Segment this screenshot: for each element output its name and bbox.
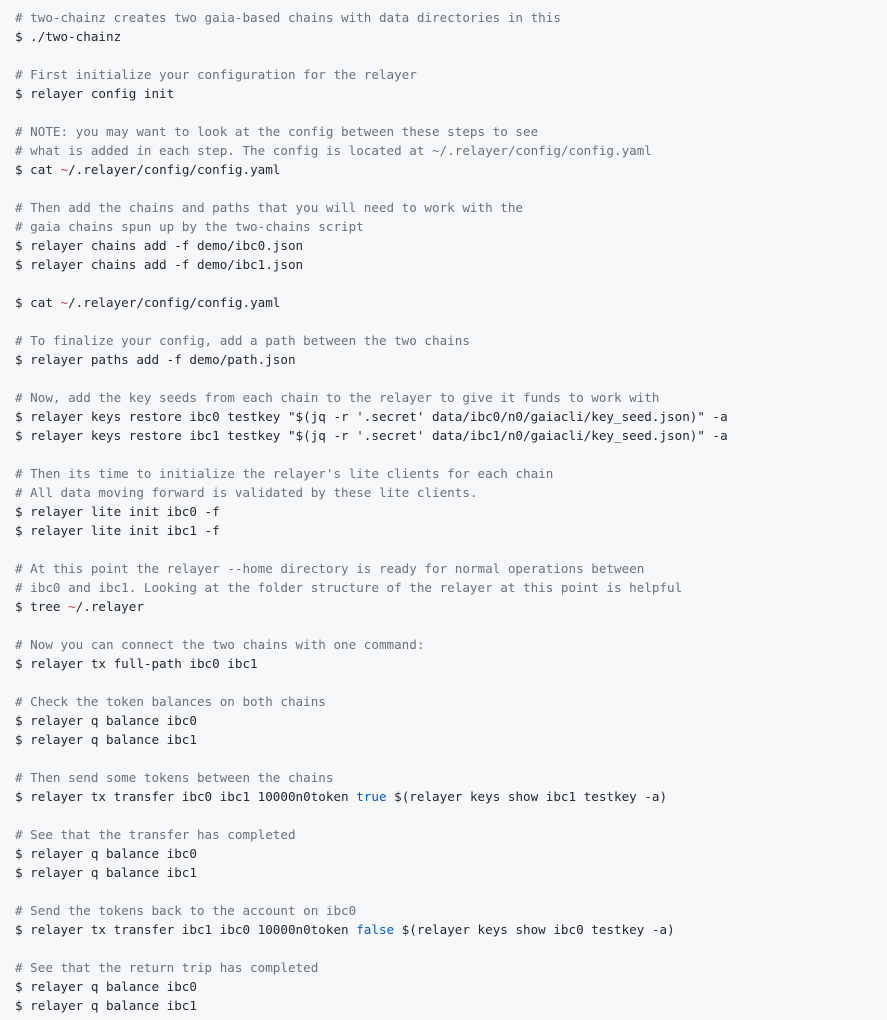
code-comment-line [15,483,887,502]
code-command-line [15,407,887,426]
command-text: $ relayer q balance ibc0 [15,846,197,861]
comment-text: # First initialize your configuration for the relayer [15,67,417,82]
command-text: $ relayer config init [15,86,175,101]
command-text: /.relayer/config/config.yaml [68,295,281,310]
code-comment-line [15,388,887,407]
home-tilde: ~ [60,295,69,310]
command-text: $ relayer keys restore ibc1 testkey "$(jq -r '.secret' data/ibc1/n0/gaiacli/key_seed.json)" -a [15,428,728,443]
home-tilde: ~ [60,162,69,177]
home-tilde: ~ [68,599,76,614]
code-blank-line [15,673,887,692]
code-comment-line [15,198,887,217]
command-text: $ relayer tx transfer ibc1 ibc0 10000n0token [15,922,357,937]
command-text: $ relayer tx transfer ibc0 ibc1 10000n0token [15,789,357,804]
comment-text: # two-chainz creates two gaia-based chains with data directories in this [15,10,561,25]
command-text: $ relayer q balance ibc0 [15,979,197,994]
code-blank-line [15,749,887,768]
command-text: $ relayer paths add -f demo/path.json [15,352,296,367]
comment-text: # All data moving forward is validated by these lite clients. [15,485,478,500]
comment-text: # See that the transfer has completed [15,827,296,842]
code-command-line [15,521,887,540]
code-comment-line [15,217,887,236]
command-text: $ relayer lite init ibc0 -f [15,504,220,519]
code-command-line [15,350,887,369]
comment-text: # At this point the relayer --home directory is ready for normal operations between [15,561,645,576]
command-text: $ relayer chains add -f demo/ibc1.json [15,257,304,272]
code-comment-line [15,464,887,483]
command-text: $(relayer keys show ibc0 testkey -a) [394,922,675,937]
code-comment-line [15,768,887,787]
code-command-line [15,597,887,616]
command-text: /.relayer [75,599,144,614]
boolean-keyword: false [356,922,395,937]
code-command-line [15,255,887,274]
code-command-line [15,426,887,445]
code-command-line [15,160,887,179]
code-command-line [15,236,887,255]
comment-text: # ibc0 and ibc1. Looking at the folder structure of the relayer at this point is helpful [15,580,683,595]
comment-text: # Send the tokens back to the account on ibc0 [15,903,357,918]
code-command-line [15,844,887,863]
comment-text: # what is added in each step. The config is located at ~/.relayer/config/config.yaml [15,143,652,158]
command-text: $ relayer q balance ibc0 [15,713,197,728]
code-blank-line [15,369,887,388]
command-text: $ cat [15,295,61,310]
code-comment-line [15,635,887,654]
command-text: $ relayer lite init ibc1 -f [15,523,220,538]
code-blank-line [15,312,887,331]
command-text: /.relayer/config/config.yaml [68,162,281,177]
code-comment-line [15,141,887,160]
comment-text: # gaia chains spun up by the two-chains script [15,219,364,234]
code-command-line [15,863,887,882]
code-comment-line [15,8,887,27]
code-command-line [15,730,887,749]
comment-text: # See that the return trip has completed [15,960,319,975]
code-command-line [15,787,887,806]
code-command-line [15,502,887,521]
command-text: $ relayer q balance ibc1 [15,998,197,1013]
code-blank-line [15,616,887,635]
code-blank-line [15,274,887,293]
command-text: $ relayer keys restore ibc0 testkey "$(jq -r '.secret' data/ibc0/n0/gaiacli/key_seed.json)" -a [15,409,728,424]
command-text: $ relayer q balance ibc1 [15,732,197,747]
comment-text: # To finalize your config, add a path between the two chains [15,333,470,348]
comment-text: # Then add the chains and paths that you will need to work with the [15,200,523,215]
comment-text: # Now you can connect the two chains with one command: [15,637,425,652]
code-command-line [15,654,887,673]
code-command-line [15,84,887,103]
code-command-line [15,920,887,939]
code-comment-line [15,692,887,711]
command-text: $ cat [15,162,61,177]
comment-text: # Then send some tokens between the chains [15,770,334,785]
code-comment-line [15,559,887,578]
comment-text: # NOTE: you may want to look at the config between these steps to see [15,124,539,139]
code-command-line [15,977,887,996]
code-blank-line [15,939,887,958]
command-text: $ ./two-chainz [15,29,122,44]
code-blank-line [15,46,887,65]
command-text: $ tree [15,599,69,614]
comment-text: # Now, add the key seeds from each chain to the relayer to give it funds to work with [15,390,660,405]
comment-text: # Check the token balances on both chains [15,694,326,709]
command-text: $ relayer q balance ibc1 [15,865,197,880]
code-blank-line [15,179,887,198]
command-text: $ relayer chains add -f demo/ibc0.json [15,238,304,253]
command-text: $ relayer tx full-path ibc0 ibc1 [15,656,258,671]
code-blank-line [15,445,887,464]
code-comment-line [15,65,887,84]
code-blank-line [15,540,887,559]
code-command-line [15,293,887,312]
code-command-line [15,27,887,46]
code-comment-line [15,901,887,920]
code-blank-line [15,806,887,825]
code-comment-line [15,122,887,141]
command-text: $(relayer keys show ibc1 testkey -a) [386,789,668,804]
code-comment-line [15,825,887,844]
code-command-line [15,711,887,730]
code-comment-line [15,578,887,597]
code-blank-line [15,882,887,901]
code-blank-line [15,103,887,122]
code-comment-line [15,958,887,977]
comment-text: # Then its time to initialize the relayer's lite clients for each chain [15,466,554,481]
boolean-keyword: true [356,789,387,804]
code-command-line [15,996,887,1015]
code-comment-line [15,331,887,350]
